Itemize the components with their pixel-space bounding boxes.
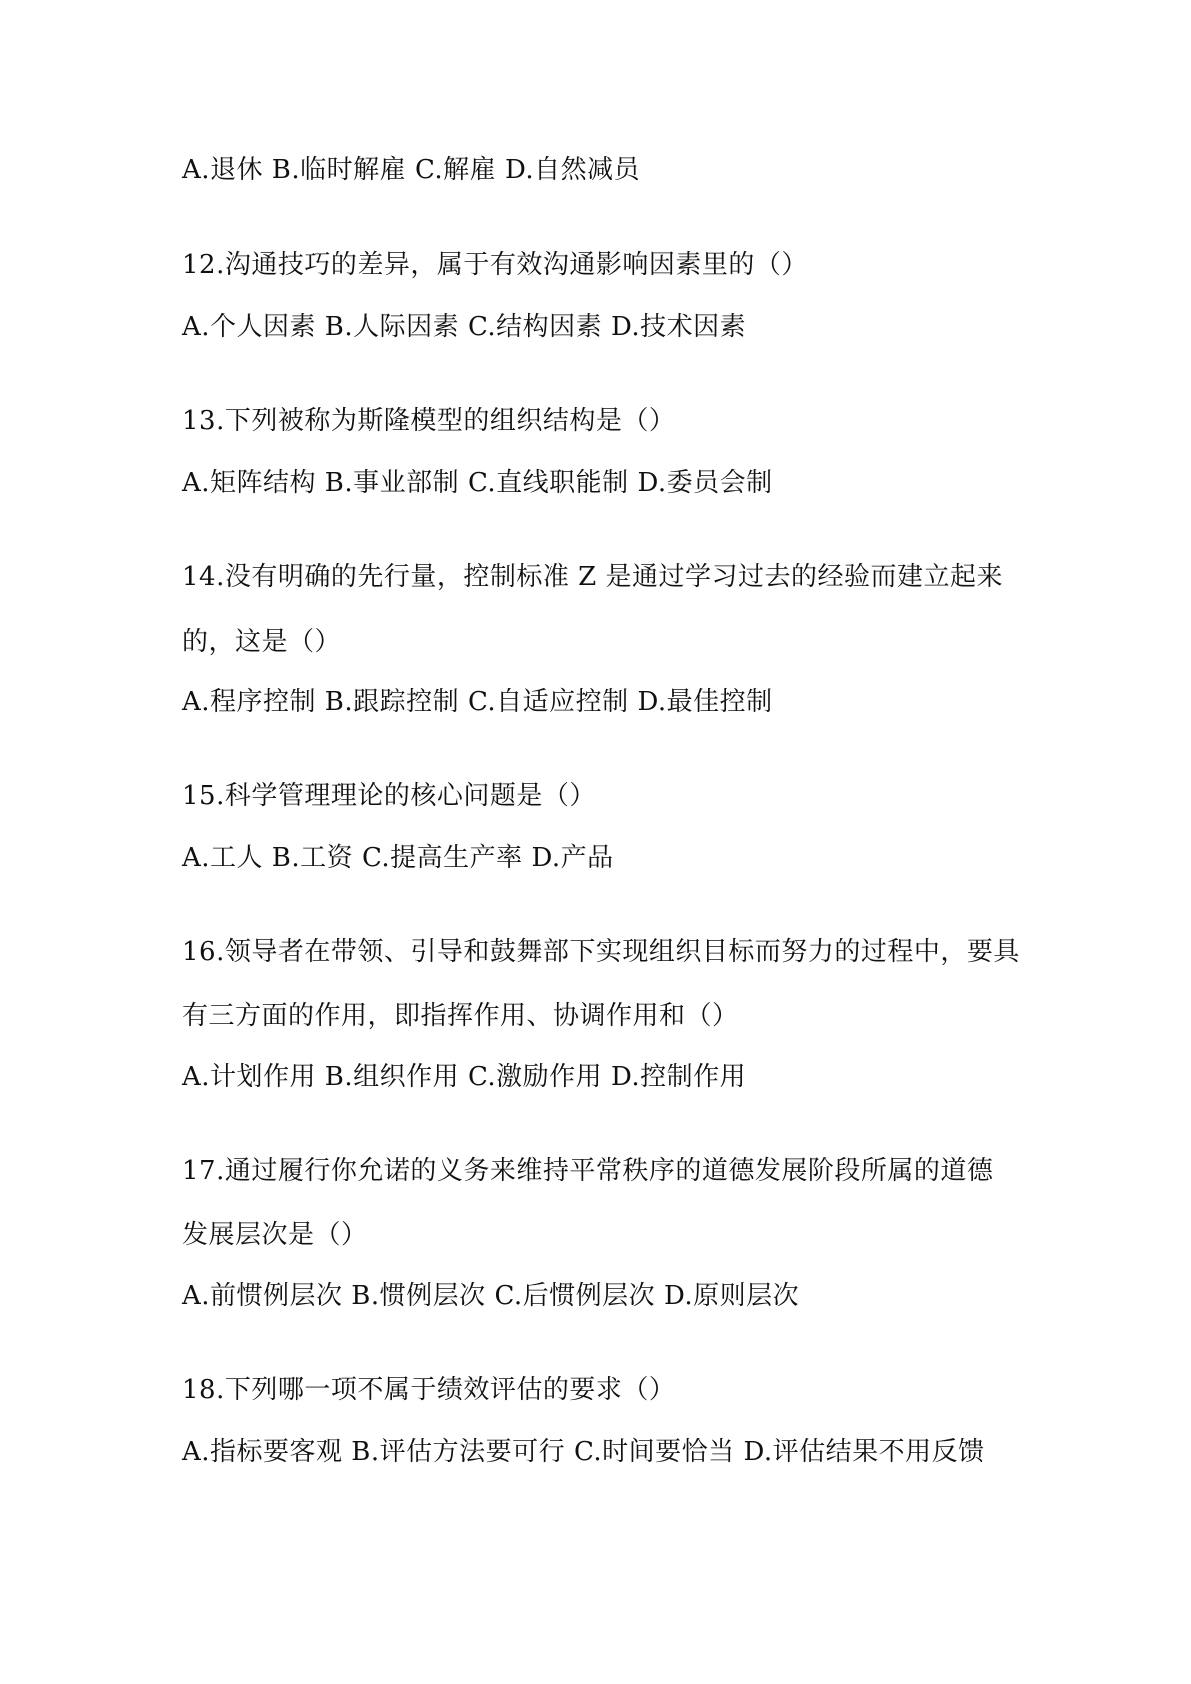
q11-options: A.退休 B.临时解雇 C.解雇 D.自然减员 xyxy=(182,155,641,185)
q13-question: 13.下列被称为斯隆模型的组织结构是（） xyxy=(182,406,676,436)
q14-question-line2: 的，这是（） xyxy=(182,627,342,657)
q15-options: A.工人 B.工资 C.提高生产率 D.产品 xyxy=(182,843,614,873)
q17-question-line1: 17.通过履行你允诺的义务来维持平常秩序的道德发展阶段所属的道德 xyxy=(182,1156,994,1186)
q16-options: A.计划作用 B.组织作用 C.激励作用 D.控制作用 xyxy=(182,1062,747,1092)
q14-options: A.程序控制 B.跟踪控制 C.自适应控制 D.最佳控制 xyxy=(182,687,773,717)
q16-question-line1: 16.领导者在带领、引导和鼓舞部下实现组织目标而努力的过程中，要具 xyxy=(182,937,1020,967)
q18-question: 18.下列哪一项不属于绩效评估的要求（） xyxy=(182,1375,676,1405)
q13-options: A.矩阵结构 B.事业部制 C.直线职能制 D.委员会制 xyxy=(182,468,773,498)
q16-question-line2: 有三方面的作用，即指挥作用、协调作用和（） xyxy=(182,1001,739,1031)
q12-question: 12.沟通技巧的差异，属于有效沟通影响因素里的（） xyxy=(182,250,808,280)
q12-options: A.个人因素 B.人际因素 C.结构因素 D.技术因素 xyxy=(182,312,747,342)
q15-question: 15.科学管理理论的核心问题是（） xyxy=(182,781,596,811)
q17-options: A.前惯例层次 B.惯例层次 C.后惯例层次 D.原则层次 xyxy=(182,1281,800,1311)
q17-question-line2: 发展层次是（） xyxy=(182,1220,368,1250)
q18-options: A.指标要客观 B.评估方法要可行 C.时间要恰当 D.评估结果不用反馈 xyxy=(182,1437,985,1467)
q14-question-line1: 14.没有明确的先行量，控制标准 Z 是通过学习过去的经验而建立起来 xyxy=(182,562,1003,592)
